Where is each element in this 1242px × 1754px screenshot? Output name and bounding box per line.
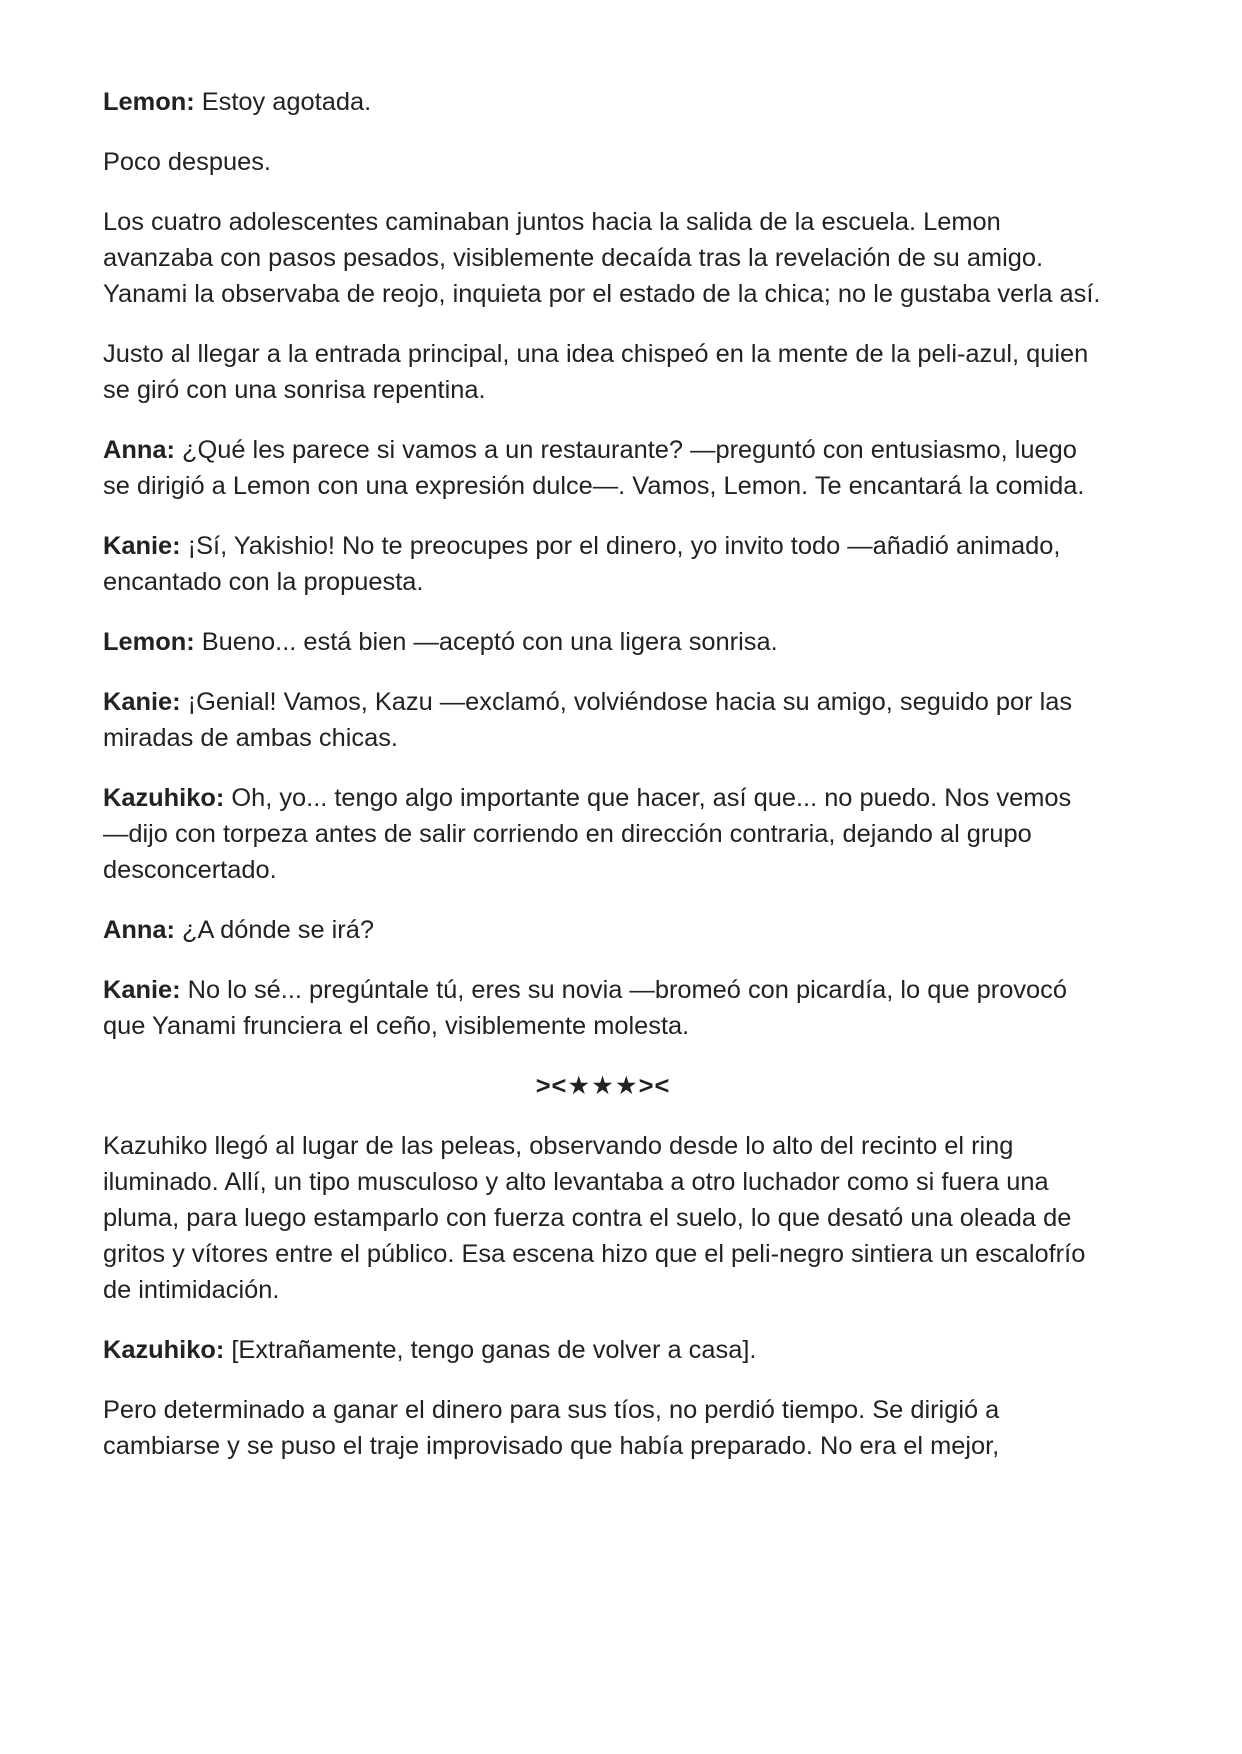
paragraph-text: Kazuhiko llegó al lugar de las peleas, observando desde lo alto del recinto el ring iluminado. Allí, un tipo musculoso y alto levantaba a otro luchador como si fuera una pluma, para luego estamparlo con fuerza contra el suelo, lo que desató una oleada de gritos y vítores entre el público. Esa escena hizo que el peli-negro sintiera un escalofrío de intimidación. — [103, 1132, 1086, 1304]
paragraph — [103, 84, 1103, 120]
paragraph — [103, 144, 1103, 180]
paragraph — [103, 1392, 1103, 1464]
paragraph — [103, 432, 1103, 504]
paragraphs-before — [103, 84, 1103, 1044]
paragraph — [103, 684, 1103, 756]
paragraph-text: ¿A dónde se irá? — [174, 916, 374, 944]
paragraph-text: Oh, yo... tengo algo importante que hacer, así que... no puedo. Nos vemos —dijo con torpeza antes de salir corriendo en dirección contraria, dejando al grupo desconcertado. — [103, 784, 1072, 884]
paragraphs-after — [103, 1128, 1103, 1464]
paragraph — [103, 1332, 1103, 1368]
speaker-name: Kazuhiko: — [103, 1336, 225, 1364]
speaker-name: Kanie: — [103, 532, 181, 560]
paragraph-text: ¿Qué les parece si vamos a un restaurante? —preguntó con entusiasmo, luego se dirigió a Lemon con una expresión dulce—. Vamos, Lemon. Te encantará la comida. — [103, 436, 1085, 500]
speaker-name: Anna: — [103, 916, 175, 944]
scene-separator: ><★★★>< — [535, 1072, 671, 1100]
paragraph — [103, 780, 1103, 888]
paragraph-text: Pero determinado a ganar el dinero para sus tíos, no perdió tiempo. Se dirigió a cambiarse y se puso el traje improvisado que había preparado. No era el mejor, — [103, 1396, 1000, 1460]
paragraph-text: [Extrañamente, tengo ganas de volver a casa]. — [224, 1336, 757, 1364]
speaker-name: Lemon: — [103, 628, 195, 656]
speaker-name: Kanie: — [103, 688, 181, 716]
paragraph — [103, 972, 1103, 1044]
document-page — [103, 84, 1103, 1488]
paragraph-text: ¡Sí, Yakishio! No te preocupes por el dinero, yo invito todo —añadió animado, encantado con la propuesta. — [103, 532, 1061, 596]
paragraph-text: Justo al llegar a la entrada principal, una idea chispeó en la mente de la peli-azul, quien se giró con una sonrisa repentina. — [103, 340, 1089, 404]
paragraph-text: Los cuatro adolescentes caminaban juntos hacia la salida de la escuela. Lemon avanzaba con pasos pesados, visiblemente decaída tras la revelación de su amigo. Yanami la observaba de reojo, inquieta por el estado de la chica; no le gustaba verla así. — [103, 208, 1101, 308]
paragraph-text: ¡Genial! Vamos, Kazu —exclamó, volviéndose hacia su amigo, seguido por las miradas de ambas chicas. — [103, 688, 1073, 752]
paragraph — [103, 912, 1103, 948]
paragraph — [103, 204, 1103, 312]
paragraph-text: Bueno... está bien —aceptó con una ligera sonrisa. — [194, 628, 778, 656]
paragraph — [103, 1128, 1103, 1308]
speaker-name: Kazuhiko: — [103, 784, 225, 812]
speaker-name: Anna: — [103, 436, 175, 464]
paragraph — [103, 336, 1103, 408]
speaker-name: Kanie: — [103, 976, 181, 1004]
paragraph-text: No lo sé... pregúntale tú, eres su novia —bromeó con picardía, lo que provocó que Yanami frunciera el ceño, visiblemente molesta. — [103, 976, 1067, 1040]
paragraph-text: Estoy agotada. — [194, 88, 372, 116]
paragraph — [103, 624, 1103, 660]
speaker-name: Lemon: — [103, 88, 195, 116]
paragraph — [103, 528, 1103, 600]
paragraph-text: Poco despues. — [103, 148, 271, 176]
